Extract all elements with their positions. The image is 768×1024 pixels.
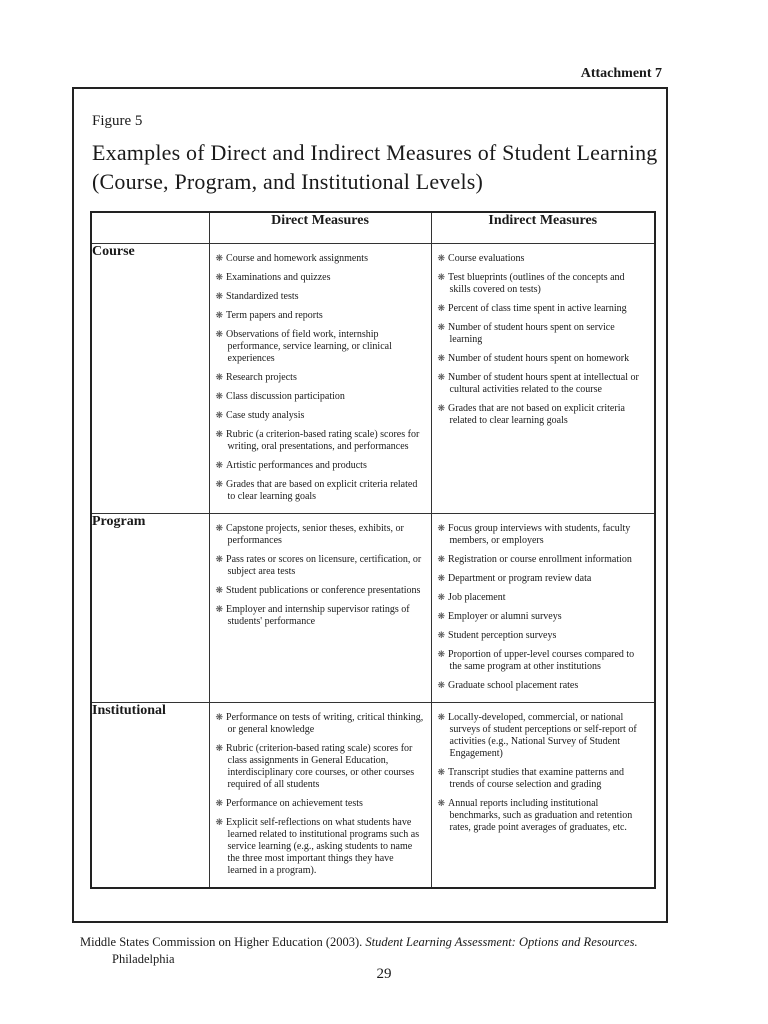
list-item-text: Proportion of upper-level courses compared to the same program at other institutions	[448, 649, 635, 672]
indirect-list	[432, 514, 655, 702]
list-item	[216, 428, 425, 453]
list-item	[216, 309, 425, 322]
list-item-text: Pass rates or scores on licensure, certification, or subject area tests	[226, 554, 422, 577]
asterisk-bullet-icon: ❋	[437, 554, 446, 564]
list-item-text: Observations of field work, internship performance, service learning, or clinical experiences	[226, 329, 392, 364]
direct-list	[210, 514, 431, 638]
asterisk-bullet-icon: ❋	[437, 303, 446, 313]
asterisk-bullet-icon: ❋	[215, 817, 224, 827]
asterisk-bullet-icon: ❋	[437, 798, 446, 808]
list-item	[438, 679, 649, 692]
list-item	[438, 321, 649, 346]
asterisk-bullet-icon: ❋	[437, 649, 446, 659]
asterisk-bullet-icon: ❋	[215, 743, 224, 753]
asterisk-bullet-icon: ❋	[215, 479, 224, 489]
list-item	[216, 584, 425, 597]
citation-city: Philadelphia	[112, 952, 175, 966]
list-item	[216, 409, 425, 422]
list-item-text: Grades that are based on explicit criteria related to clear learning goals	[226, 479, 418, 502]
direct-list	[210, 244, 431, 513]
indirect-list	[432, 244, 655, 437]
list-item	[216, 603, 425, 628]
asterisk-bullet-icon: ❋	[437, 353, 446, 363]
figure-title: Examples of Direct and Indirect Measures of Student Learning (Course, Program, and Institutional Levels)	[92, 140, 658, 194]
asterisk-bullet-icon: ❋	[215, 585, 224, 595]
list-item	[216, 290, 425, 303]
list-item	[216, 742, 425, 791]
list-item-text: Performance on tests of writing, critical thinking, or general knowledge	[226, 712, 424, 735]
header-direct-measures: Direct Measures	[209, 212, 431, 244]
list-item-text: Rubric (a criterion-based rating scale) scores for writing, oral presentations, and performances	[226, 429, 420, 452]
list-item	[438, 252, 649, 265]
level-label: Course	[91, 244, 209, 514]
list-item	[438, 553, 649, 566]
list-item	[216, 797, 425, 810]
list-item-text: Course evaluations	[448, 253, 525, 264]
citation	[80, 934, 680, 968]
list-item	[216, 711, 425, 736]
header-level	[91, 212, 209, 244]
list-item-text: Annual reports including institutional benchmarks, such as graduation and retention rates, grade point averages of graduates, etc.	[448, 798, 633, 833]
asterisk-bullet-icon: ❋	[215, 310, 224, 320]
list-item	[216, 478, 425, 503]
asterisk-bullet-icon: ❋	[437, 372, 446, 382]
asterisk-bullet-icon: ❋	[437, 272, 446, 282]
asterisk-bullet-icon: ❋	[437, 680, 446, 690]
asterisk-bullet-icon: ❋	[437, 523, 446, 533]
list-item-text: Transcript studies that examine patterns and trends of course selection and grading	[448, 767, 625, 790]
list-item	[216, 553, 425, 578]
level-label: Program	[91, 514, 209, 703]
figure-label: Figure 5	[92, 113, 143, 129]
list-item	[438, 302, 649, 315]
list-item-text: Explicit self-reflections on what students have learned related to institutional programs such as service learning (e.g., asking students to name the three most important things they have learned in a program).	[226, 817, 420, 876]
list-item	[438, 766, 649, 791]
header-indirect-measures: Indirect Measures	[431, 212, 655, 244]
row-course	[91, 244, 655, 514]
asterisk-bullet-icon: ❋	[437, 767, 446, 777]
list-item	[438, 271, 649, 296]
list-item	[216, 252, 425, 265]
indirect-cell	[431, 244, 655, 514]
list-item-text: Examinations and quizzes	[226, 272, 331, 283]
list-item-text: Standardized tests	[226, 291, 299, 302]
list-item-text: Number of student hours spent at intellectual or cultural activities related to the course	[448, 372, 639, 395]
list-item-text: Performance on achievement tests	[226, 798, 363, 809]
list-item	[438, 797, 649, 834]
table-header-row	[91, 212, 655, 244]
list-item-text: Number of student hours spent on homework	[448, 353, 630, 364]
list-item-text: Rubric (criterion-based rating scale) scores for class assignments in General Education, interdisciplinary core courses, or other courses required of all students	[226, 743, 415, 790]
list-item-text: Focus group interviews with students, faculty members, or employers	[448, 523, 631, 546]
list-item-text: Research projects	[226, 372, 297, 383]
level-label: Institutional	[91, 703, 209, 889]
list-item-text: Class discussion participation	[226, 391, 345, 402]
asterisk-bullet-icon: ❋	[437, 403, 446, 413]
asterisk-bullet-icon: ❋	[215, 523, 224, 533]
asterisk-bullet-icon: ❋	[215, 329, 224, 339]
list-item	[216, 522, 425, 547]
asterisk-bullet-icon: ❋	[437, 712, 446, 722]
asterisk-bullet-icon: ❋	[437, 573, 446, 583]
list-item	[438, 522, 649, 547]
asterisk-bullet-icon: ❋	[437, 322, 446, 332]
list-item-text: Artistic performances and products	[226, 460, 367, 471]
list-item	[438, 371, 649, 396]
citation-work-title: Student Learning Assessment: Options and Resources.	[365, 935, 638, 949]
list-item-text: Employer or alumni surveys	[448, 611, 562, 622]
list-item	[216, 271, 425, 284]
list-item	[438, 352, 649, 365]
row-institutional	[91, 703, 655, 889]
asterisk-bullet-icon: ❋	[215, 798, 224, 808]
list-item-text: Grades that are not based on explicit criteria related to clear learning goals	[448, 403, 625, 426]
direct-cell	[209, 703, 431, 889]
list-item	[216, 816, 425, 877]
list-item	[438, 402, 649, 427]
list-item-text: Registration or course enrollment information	[448, 554, 632, 565]
asterisk-bullet-icon: ❋	[215, 604, 224, 614]
asterisk-bullet-icon: ❋	[437, 253, 446, 263]
list-item-text: Capstone projects, senior theses, exhibits, or performances	[226, 523, 404, 546]
row-program	[91, 514, 655, 703]
list-item-text: Locally-developed, commercial, or national surveys of student perceptions or self-report of activities (e.g., National Survey of Student Engagement)	[448, 712, 637, 759]
figure-frame	[72, 87, 668, 923]
list-item-text: Student publications or conference presentations	[226, 585, 421, 596]
direct-cell	[209, 244, 431, 514]
direct-list	[210, 703, 431, 887]
asterisk-bullet-icon: ❋	[215, 554, 224, 564]
asterisk-bullet-icon: ❋	[215, 253, 224, 263]
list-item-text: Department or program review data	[448, 573, 592, 584]
list-item-text: Percent of class time spent in active learning	[448, 303, 627, 314]
list-item	[216, 328, 425, 365]
asterisk-bullet-icon: ❋	[215, 372, 224, 382]
asterisk-bullet-icon: ❋	[215, 291, 224, 301]
asterisk-bullet-icon: ❋	[437, 630, 446, 640]
citation-author-year: Middle States Commission on Higher Education (2003).	[80, 935, 363, 949]
asterisk-bullet-icon: ❋	[215, 410, 224, 420]
attachment-label: Attachment 7	[580, 66, 662, 81]
list-item-text: Test blueprints (outlines of the concepts and skills covered on tests)	[448, 272, 625, 295]
list-item-text: Course and homework assignments	[226, 253, 368, 264]
asterisk-bullet-icon: ❋	[437, 611, 446, 621]
indirect-cell	[431, 703, 655, 889]
asterisk-bullet-icon: ❋	[215, 429, 224, 439]
list-item-text: Number of student hours spent on service learning	[448, 322, 615, 345]
direct-cell	[209, 514, 431, 703]
list-item-text: Case study analysis	[226, 410, 305, 421]
list-item	[216, 371, 425, 384]
indirect-cell	[431, 514, 655, 703]
list-item	[438, 711, 649, 760]
list-item-text: Student perception surveys	[448, 630, 557, 641]
list-item	[438, 572, 649, 585]
list-item-text: Term papers and reports	[226, 310, 323, 321]
list-item-text: Job placement	[448, 592, 506, 603]
asterisk-bullet-icon: ❋	[215, 391, 224, 401]
list-item	[438, 591, 649, 604]
asterisk-bullet-icon: ❋	[215, 272, 224, 282]
list-item	[438, 610, 649, 623]
indirect-list	[432, 703, 655, 844]
asterisk-bullet-icon: ❋	[215, 460, 224, 470]
list-item	[438, 648, 649, 673]
list-item-text: Graduate school placement rates	[448, 680, 579, 691]
asterisk-bullet-icon: ❋	[215, 712, 224, 722]
list-item-text: Employer and internship supervisor ratings of students' performance	[226, 604, 410, 627]
list-item	[216, 459, 425, 472]
measures-table	[90, 211, 656, 889]
list-item	[216, 390, 425, 403]
list-item	[438, 629, 649, 642]
page-number: 29	[376, 966, 392, 982]
asterisk-bullet-icon: ❋	[437, 592, 446, 602]
